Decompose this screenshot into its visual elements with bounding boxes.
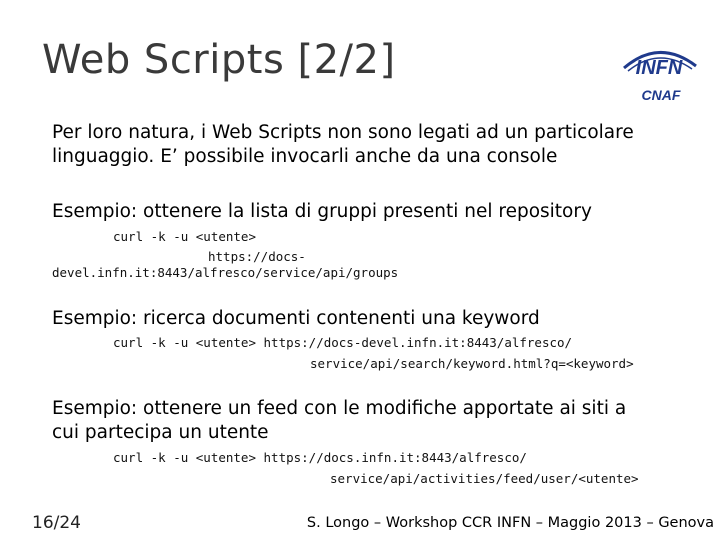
logo-brand-text: INFN <box>635 57 683 79</box>
page-number: 16/24 <box>32 513 81 533</box>
bullet-text-line: linguaggio. E’ possibile invocarli anche da una console <box>52 146 558 167</box>
bullet-text-line: cui partecipa un utente <box>52 422 269 443</box>
code-line: devel.infn.it:8443/alfresco/service/api/groups <box>52 265 399 280</box>
bullet-text-line: Esempio: ottenere la lista di gruppi presenti nel repository <box>52 201 592 222</box>
bullet-text-line: Esempio: ricerca documenti contenenti una keyword <box>52 308 540 329</box>
bullet-text-line: Per loro natura, i Web Scripts non sono legati ad un particolare <box>52 122 634 143</box>
code-line: curl -k -u <utente> https://docs-devel.infn.it:8443/alfresco/ <box>113 335 573 350</box>
bullet-example-search <box>52 307 540 331</box>
logo-sub-text: CNAF <box>641 87 681 103</box>
slide-title: Web Scripts [2/2] <box>42 37 396 83</box>
bullet-example-groups <box>52 200 592 224</box>
code-line: https://docs- <box>208 249 306 264</box>
footer-credit: S. Longo – Workshop CCR INFN – Maggio 2013 – Genova <box>306 515 714 531</box>
bullet-example-feed <box>52 397 626 445</box>
code-line: curl -k -u <utente> https://docs.infn.it:8443/alfresco/ <box>113 450 527 465</box>
bullet-intro <box>52 121 634 169</box>
code-line: service/api/activities/feed/user/<utente> <box>330 471 639 486</box>
code-line: service/api/search/keyword.html?q=<keyword> <box>310 356 634 371</box>
infn-logo-icon <box>618 44 700 106</box>
bullet-text-line: Esempio: ottenere un feed con le modifiche apportate ai siti a <box>52 398 627 419</box>
code-line: curl -k -u <utente> <box>113 229 256 244</box>
